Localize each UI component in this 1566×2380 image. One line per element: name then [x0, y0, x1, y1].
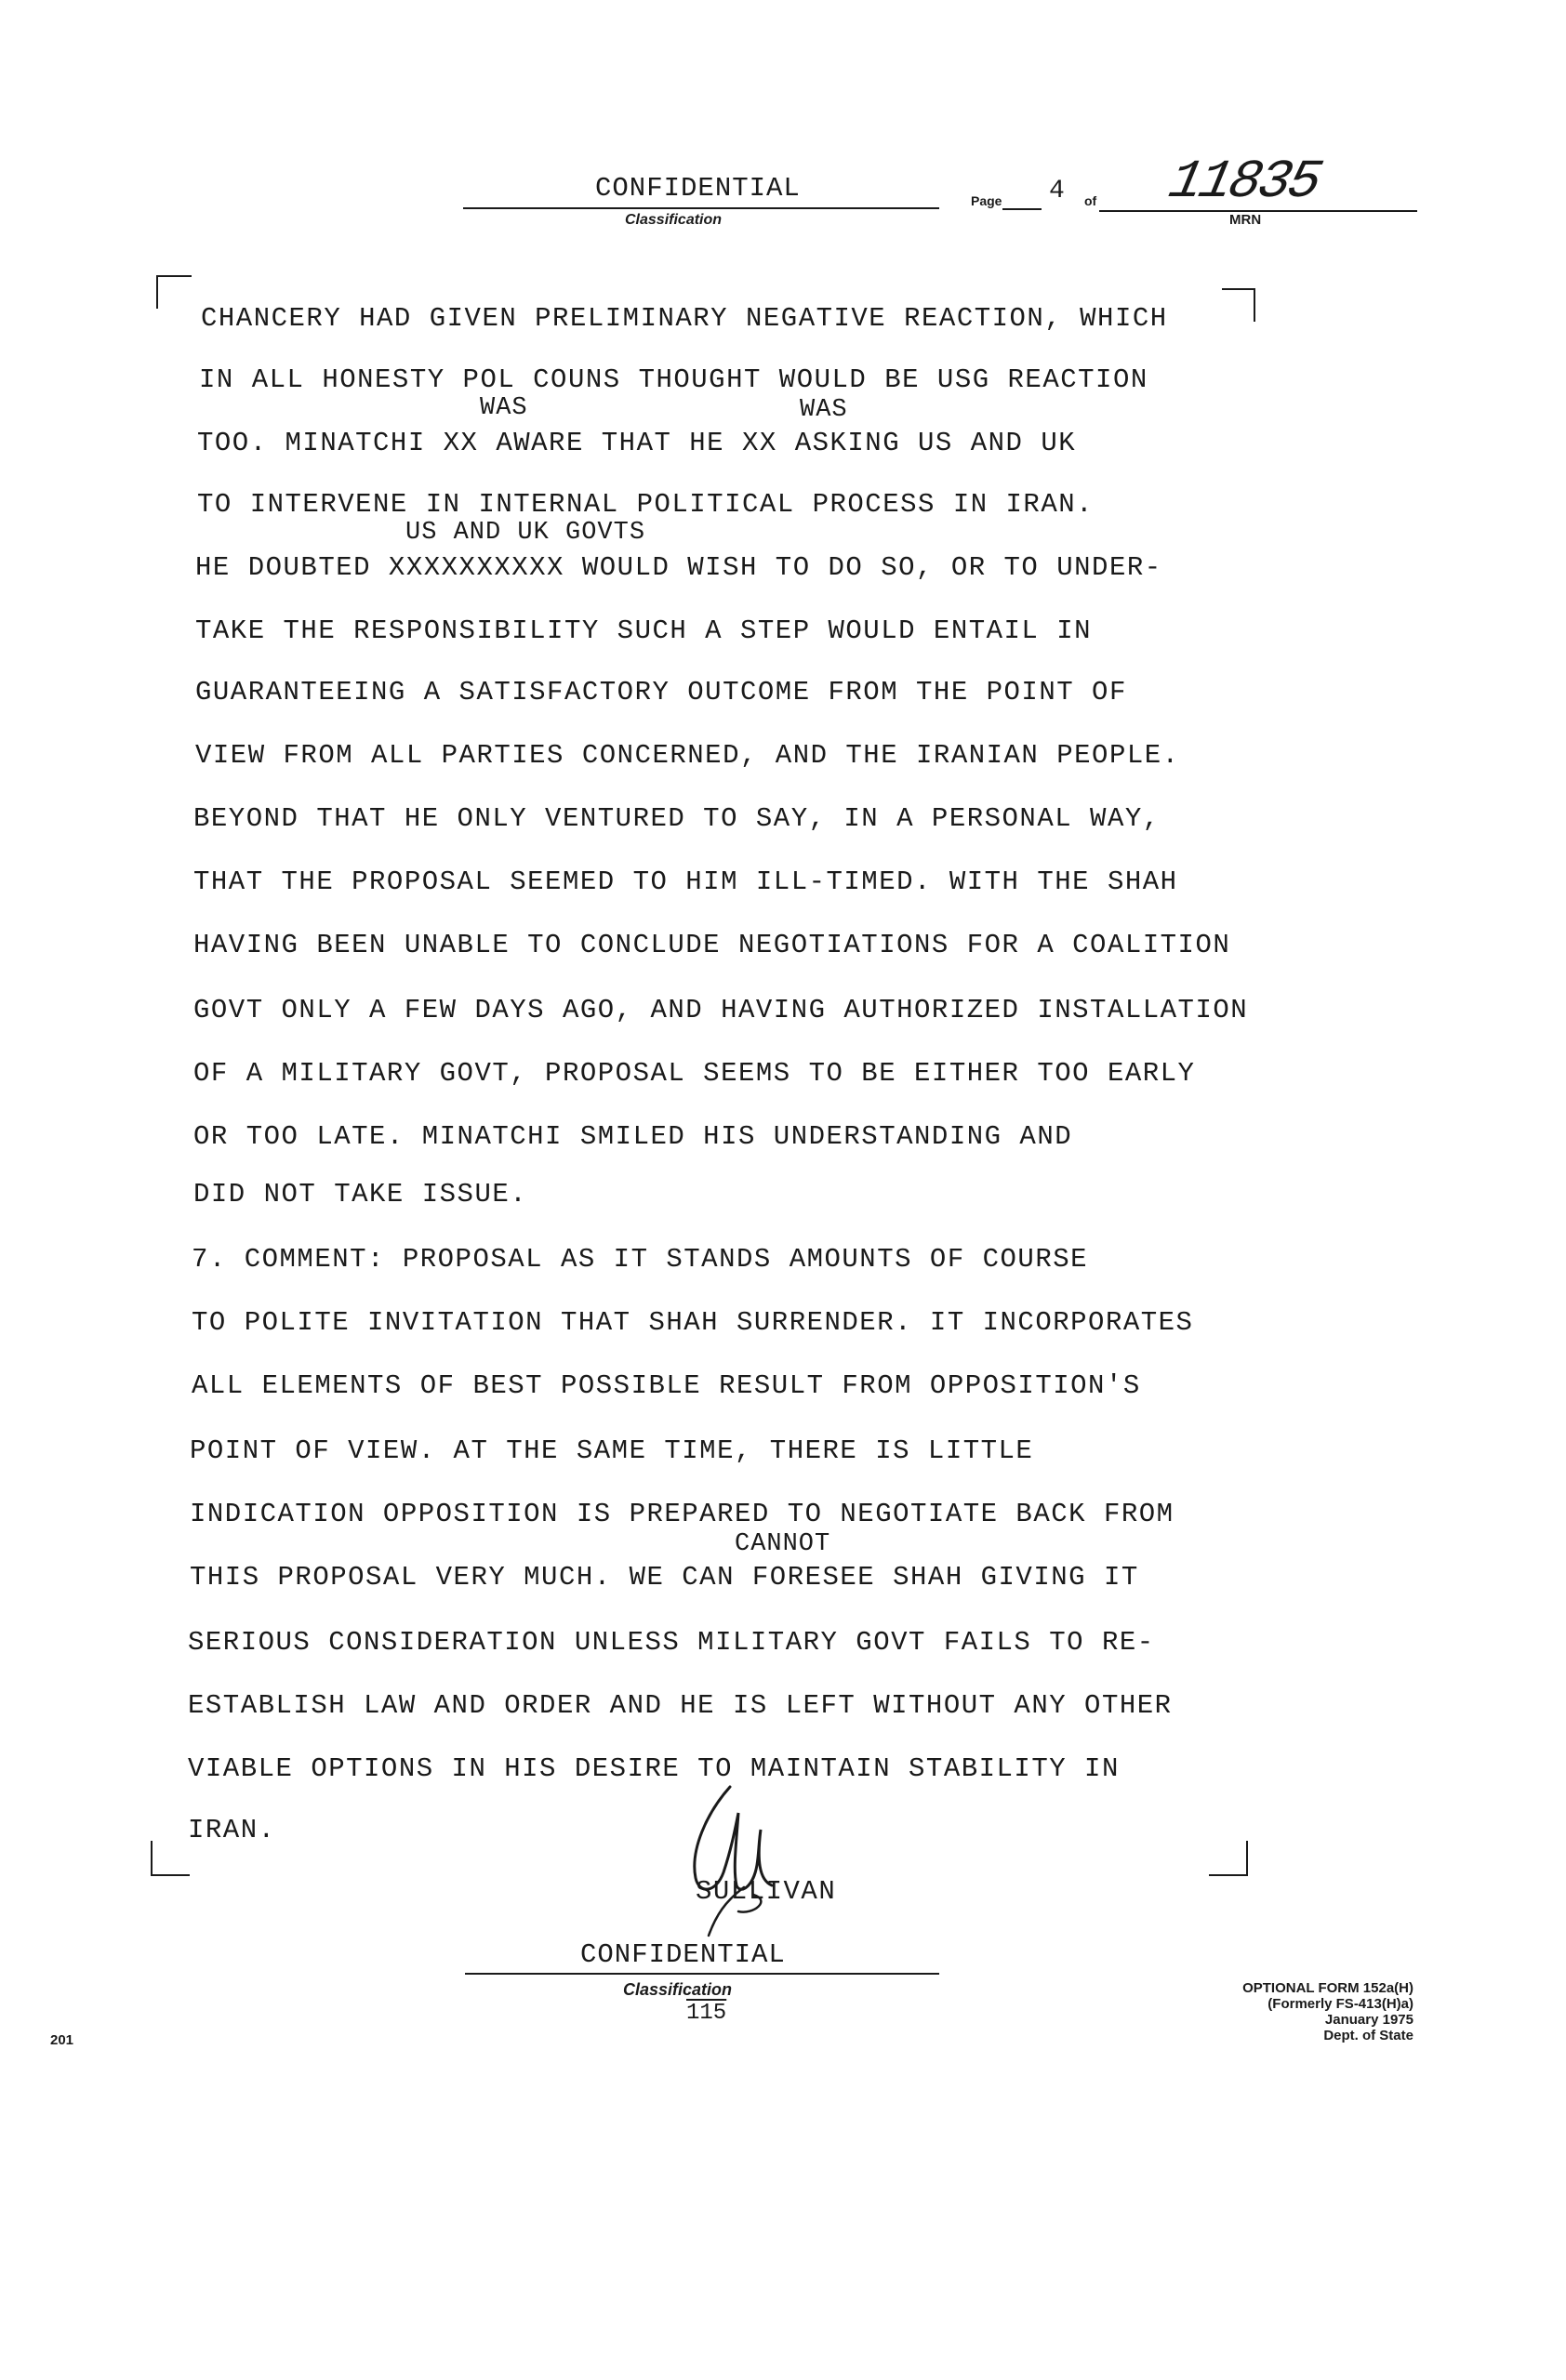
margin-page-number: 201	[50, 2032, 74, 2048]
body-line: TO INTERVENE IN INTERNAL POLITICAL PROCESS IN IRAN.	[197, 489, 1095, 520]
of-label: of	[1084, 193, 1097, 208]
body-line: IN ALL HONESTY POL COUNS THOUGHT WOULD BE USG REACTION	[199, 364, 1148, 395]
page-number-rule	[1002, 208, 1042, 210]
body-line: POINT OF VIEW. AT THE SAME TIME, THERE IS LITTLE	[190, 1435, 1034, 1466]
footer-classification-label: Classification	[623, 1980, 733, 1999]
header-classification-rule	[463, 207, 939, 209]
insertion-cannot: CANNOT	[735, 1530, 831, 1558]
body-line: THIS PROPOSAL VERY MUCH. WE CAN FORESEE SHAH GIVING IT	[190, 1562, 1139, 1593]
insertion-was: WAS	[480, 394, 528, 422]
form-line: OPTIONAL FORM 152a(H)	[1242, 1980, 1413, 1996]
body-line: TAKE THE RESPONSIBILITY SUCH A STEP WOULD ENTAIL IN	[195, 615, 1093, 646]
body-line: GUARANTEEING A SATISFACTORY OUTCOME FROM THE POINT OF	[195, 677, 1127, 707]
top-left-bracket	[156, 275, 192, 309]
footer-classification-rule	[465, 1973, 939, 1975]
body-line: SERIOUS CONSIDERATION UNLESS MILITARY GOVT FAILS TO RE-	[188, 1627, 1155, 1658]
header-classification: CONFIDENTIAL	[595, 173, 801, 204]
body-line: IRAN.	[188, 1815, 276, 1845]
top-right-bracket	[1222, 288, 1255, 322]
body-line: THAT THE PROPOSAL SEEMED TO HIM ILL-TIMED. WITH THE SHAH	[193, 866, 1178, 897]
bottom-left-bracket	[151, 1841, 190, 1876]
body-line: VIEW FROM ALL PARTIES CONCERNED, AND THE IRANIAN PEOPLE.	[195, 740, 1180, 771]
optional-form-id	[1144, 1980, 1413, 2043]
form-line: Dept. of State	[1323, 2028, 1413, 2043]
body-line: ESTABLISH LAW AND ORDER AND HE IS LEFT WITHOUT ANY OTHER	[188, 1690, 1173, 1721]
bottom-right-bracket	[1209, 1841, 1248, 1876]
body-line: OF A MILITARY GOVT, PROPOSAL SEEMS TO BE EITHER TOO EARLY	[193, 1058, 1196, 1089]
insertion-us-uk-govts: US AND UK GOVTS	[405, 519, 646, 547]
body-line: BEYOND THAT HE ONLY VENTURED TO SAY, IN A PERSONAL WAY,	[193, 803, 1161, 834]
page-label: Page	[971, 193, 1002, 208]
handwritten-initials-signature	[642, 1776, 828, 1943]
footer-classification: CONFIDENTIAL	[580, 1939, 786, 1970]
form-line: (Formerly FS-413(H)a)	[1267, 1996, 1413, 2012]
mrn-label: MRN	[1229, 212, 1262, 228]
body-line: TO POLITE INVITATION THAT SHAH SURRENDER. IT INCORPORATES	[192, 1307, 1194, 1338]
signature-name: SULLIVAN	[696, 1876, 837, 1907]
body-line: HE DOUBTED XXXXXXXXXX WOULD WISH TO DO SO, OR TO UNDER-	[195, 552, 1162, 583]
form-line: January 1975	[1324, 2012, 1413, 2028]
body-line: ALL ELEMENTS OF BEST POSSIBLE RESULT FROM OPPOSITION'S	[192, 1370, 1141, 1401]
body-line: GOVT ONLY A FEW DAYS AGO, AND HAVING AUTHORIZED INSTALLATION	[193, 995, 1249, 1025]
page-number: 4	[1049, 177, 1065, 205]
header-classification-label: Classification	[625, 212, 723, 228]
body-line: CHANCERY HAD GIVEN PRELIMINARY NEGATIVE REACTION, WHICH	[201, 303, 1168, 334]
body-line: OR TOO LATE. MINATCHI SMILED HIS UNDERSTANDING AND	[193, 1121, 1073, 1152]
body-line: DID NOT TAKE ISSUE.	[193, 1179, 528, 1210]
body-line: VIABLE OPTIONS IN HIS DESIRE TO MAINTAIN STABILITY IN	[188, 1753, 1120, 1784]
mrn-handwritten-number: 11835	[1163, 152, 1324, 213]
body-line: 7. COMMENT: PROPOSAL AS IT STANDS AMOUNTS OF COURSE	[192, 1244, 1089, 1275]
body-line: TOO. MINATCHI XX AWARE THAT HE XX ASKING US AND UK	[197, 428, 1077, 458]
footer-page-stamp: 115	[686, 2001, 727, 2026]
body-line: HAVING BEEN UNABLE TO CONCLUDE NEGOTIATIONS FOR A COALITION	[193, 930, 1231, 960]
body-line: INDICATION OPPOSITION IS PREPARED TO NEGOTIATE BACK FROM	[190, 1499, 1174, 1529]
insertion-was: WAS	[800, 396, 848, 424]
